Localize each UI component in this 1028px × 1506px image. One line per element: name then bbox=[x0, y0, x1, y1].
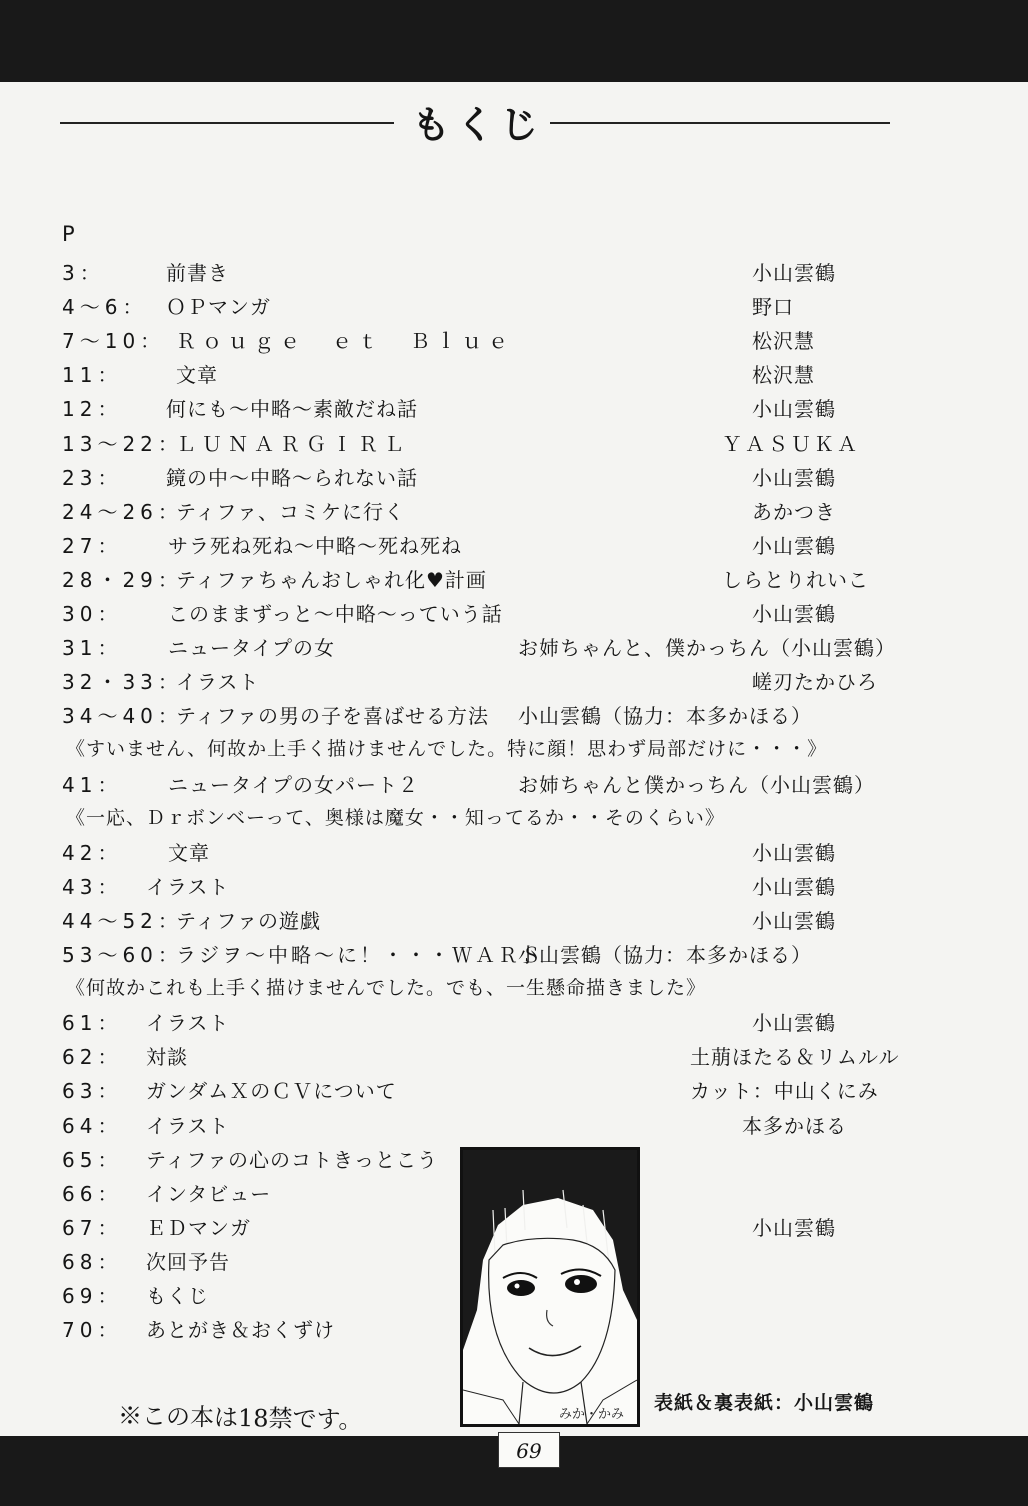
toc-page-range: 32・33： bbox=[62, 670, 183, 695]
toc-entry-title: ガンダムＸのＣＶについて bbox=[146, 1079, 397, 1104]
cover-credit: 表紙＆裏表紙：小山雲鶴 bbox=[654, 1392, 875, 1414]
toc-page-range: 34～40： bbox=[62, 704, 183, 729]
toc-page-range: 68： bbox=[62, 1249, 123, 1274]
toc-entry bbox=[0, 462, 1028, 496]
toc-entry-title: 鏡の中～中略～られない話 bbox=[166, 465, 418, 490]
illustration-signature: みか・かみ bbox=[559, 1407, 625, 1422]
toc-entry-author: 小山雲鶴（協力：本多かほる） bbox=[518, 943, 812, 967]
toc-entry bbox=[0, 1041, 1028, 1075]
toc-entry-title: 何にも～中略～素敵だね話 bbox=[166, 397, 418, 422]
toc-entry-author: 小山雲鶴 bbox=[752, 533, 836, 558]
portrait-drawing bbox=[463, 1150, 637, 1424]
toc-entry bbox=[0, 1007, 1028, 1041]
toc-entry-author: カット：中山くにみ bbox=[690, 1079, 879, 1104]
toc-entry-author: お姉ちゃんと、僕かっちん（小山雲鶴） bbox=[518, 636, 896, 661]
toc-entry bbox=[0, 564, 1028, 598]
toc-page-range: 69： bbox=[62, 1284, 123, 1308]
toc-entry bbox=[0, 496, 1028, 530]
toc-page-range: 27： bbox=[62, 533, 123, 558]
toc-entry-author: 土萠ほたる＆リムルル bbox=[690, 1045, 900, 1070]
toc-page-range: 30： bbox=[62, 602, 123, 626]
toc-entry-author: お姉ちゃんと僕かっちん（小山雲鶴） bbox=[518, 772, 875, 797]
toc-page-range: 23： bbox=[62, 465, 123, 490]
toc-entry-author: しらとりれいこ bbox=[722, 567, 869, 592]
toc-entry-author: ＹＡＳＵＫＡ bbox=[722, 431, 860, 456]
toc-page-range: 65： bbox=[62, 1147, 123, 1172]
toc-entry-title: イラスト bbox=[146, 1011, 230, 1036]
toc-note-text: 《すいません、何故か上手く描けませんでした。特に顔！思わず局部だけに・・・》 bbox=[66, 738, 828, 761]
toc-entry-title: イラスト bbox=[146, 1113, 230, 1138]
toc-entry bbox=[0, 1075, 1028, 1109]
toc-entry bbox=[0, 428, 1028, 462]
toc-page-range: 4～6： bbox=[62, 295, 148, 320]
toc-entry bbox=[0, 257, 1028, 291]
toc-entry-title: ティファ、コミケに行く bbox=[176, 499, 405, 524]
toc-entry-title: ＥＤマンガ bbox=[146, 1215, 251, 1240]
toc-entry-title: ＬＵＮＡＲＧＩＲＬ bbox=[176, 431, 410, 456]
toc-page-range: 42： bbox=[62, 840, 123, 865]
toc-entry bbox=[0, 1110, 1028, 1144]
toc-entry-title: 対談 bbox=[146, 1045, 188, 1070]
toc-entry bbox=[0, 905, 1028, 939]
toc-page-range: 64： bbox=[62, 1113, 123, 1138]
toc-page-range: 24～26： bbox=[62, 499, 183, 524]
toc-page-range: 62： bbox=[62, 1045, 123, 1070]
toc-entry bbox=[0, 769, 1028, 803]
toc-entry-title: ティファの男の子を喜ばせる方法 bbox=[176, 704, 489, 729]
toc-entry-author: 小山雲鶴 bbox=[752, 908, 836, 933]
toc-entry-author: 小山雲鶴 bbox=[752, 1011, 836, 1036]
toc-entry-title: サラ死ね死ね～中略～死ね死ね bbox=[168, 533, 462, 558]
toc-page-range: 7～10： bbox=[62, 329, 166, 354]
top-border-band bbox=[0, 0, 1028, 82]
toc-page-range: 63： bbox=[62, 1079, 123, 1104]
toc-page-range: 67： bbox=[62, 1215, 123, 1240]
toc-note bbox=[0, 734, 1028, 768]
toc-entry-title: ニュータイプの女 bbox=[168, 636, 335, 661]
toc-entry bbox=[0, 598, 1028, 632]
toc-entry bbox=[0, 291, 1028, 325]
toc-entry-author: あかつき bbox=[752, 499, 836, 524]
toc-entry-title: ティファの心のコトきっとこう bbox=[146, 1147, 438, 1172]
toc-page-range: 43： bbox=[62, 874, 123, 899]
toc-page-range: 66： bbox=[62, 1181, 123, 1206]
toc-entry bbox=[0, 359, 1028, 393]
toc-entry-title: イラスト bbox=[176, 670, 260, 695]
page-column-label: P bbox=[62, 222, 75, 246]
toc-page-range: 44～52： bbox=[62, 908, 183, 933]
toc-entry bbox=[0, 530, 1028, 564]
toc-page-range: 13～22： bbox=[62, 431, 183, 456]
girl-portrait-illustration bbox=[460, 1147, 640, 1427]
toc-entry-title: 文章 bbox=[168, 840, 210, 865]
toc-page-range: 31： bbox=[62, 636, 123, 661]
toc-entry-author: 野口 bbox=[752, 295, 794, 320]
title-rule-left bbox=[60, 122, 394, 124]
toc-entry bbox=[0, 325, 1028, 359]
title-row bbox=[60, 96, 890, 146]
toc-entry-author: 小山雲鶴 bbox=[752, 602, 836, 626]
toc-entry-title: このままずっと～中略～っていう話 bbox=[168, 602, 503, 626]
toc-note bbox=[0, 803, 1028, 837]
toc-entry bbox=[0, 871, 1028, 905]
toc-entry-title: 次回予告 bbox=[146, 1249, 230, 1274]
toc-entry-title: インタビュー bbox=[146, 1181, 272, 1206]
toc-entry-author: 小山雲鶴（協力：本多かほる） bbox=[518, 704, 812, 729]
toc-entry-title: もくじ bbox=[146, 1284, 209, 1308]
title-rule-right bbox=[550, 122, 890, 124]
toc-entry-title: イラスト bbox=[146, 874, 230, 899]
toc-entry-author: 小山雲鶴 bbox=[752, 1215, 836, 1240]
toc-entry-title: ＯＰマンガ bbox=[166, 295, 271, 320]
toc-page-range: 41： bbox=[62, 772, 123, 797]
toc-entry-title: 文章 bbox=[176, 363, 218, 388]
toc-entry-author: 松沢慧 bbox=[752, 363, 815, 388]
toc-page-range: 12： bbox=[62, 397, 123, 422]
handwritten-age-note: ※この本は18禁です。 bbox=[117, 1401, 363, 1435]
toc-page-range: 28・29： bbox=[62, 567, 183, 592]
toc-entry-title: ティファちゃんおしゃれ化♥計画 bbox=[176, 567, 487, 592]
toc-entry-author: 小山雲鶴 bbox=[752, 397, 836, 422]
toc-entry-author: 小山雲鶴 bbox=[752, 840, 836, 865]
toc-entry-title: 前書き bbox=[166, 261, 229, 285]
toc-page-range: 70： bbox=[62, 1318, 123, 1343]
toc-entry-title: ティファの遊戯 bbox=[176, 908, 321, 933]
toc-page-range: 11： bbox=[62, 363, 123, 388]
toc-page-range: 53～60： bbox=[62, 943, 183, 967]
toc-note-text: 《何故かこれも上手く描けませんでした。でも、一生懸命描きました》 bbox=[66, 977, 707, 1000]
toc-entry bbox=[0, 700, 1028, 734]
toc-entry bbox=[0, 666, 1028, 700]
toc-entry bbox=[0, 939, 1028, 973]
toc-entry-author: 松沢慧 bbox=[752, 329, 815, 354]
page-number: 69 bbox=[498, 1432, 560, 1468]
toc-note-text: 《一応、Ｄｒボンベーって、奥様は魔女・・知ってるか・・そのくらい》 bbox=[66, 806, 725, 829]
toc-entry-title: ラジヲ～中略～に！・・・ＷＡＲＳ bbox=[176, 943, 544, 967]
toc-entry-title: あとがき＆おくずけ bbox=[146, 1318, 335, 1343]
toc-page-range: 61： bbox=[62, 1011, 123, 1036]
toc-entry-author: 嵯刃たかひろ bbox=[752, 670, 878, 695]
toc-entry-title: Ｒｏｕｇｅ ｅｔ Ｂｌｕｅ bbox=[176, 329, 514, 354]
toc-entry bbox=[0, 393, 1028, 427]
toc-entry-author: 本多かほる bbox=[742, 1113, 847, 1138]
toc-note bbox=[0, 973, 1028, 1007]
toc-entry-author: 小山雲鶴 bbox=[752, 874, 836, 899]
toc-entry bbox=[0, 632, 1028, 666]
toc-entry bbox=[0, 837, 1028, 871]
page-title: もくじ bbox=[412, 103, 545, 147]
toc-page-range: 3： bbox=[62, 261, 105, 285]
toc-entry-title: ニュータイプの女パート２ bbox=[168, 772, 419, 797]
toc-entry-author: 小山雲鶴 bbox=[752, 261, 836, 285]
toc-entry-author: 小山雲鶴 bbox=[752, 465, 836, 490]
